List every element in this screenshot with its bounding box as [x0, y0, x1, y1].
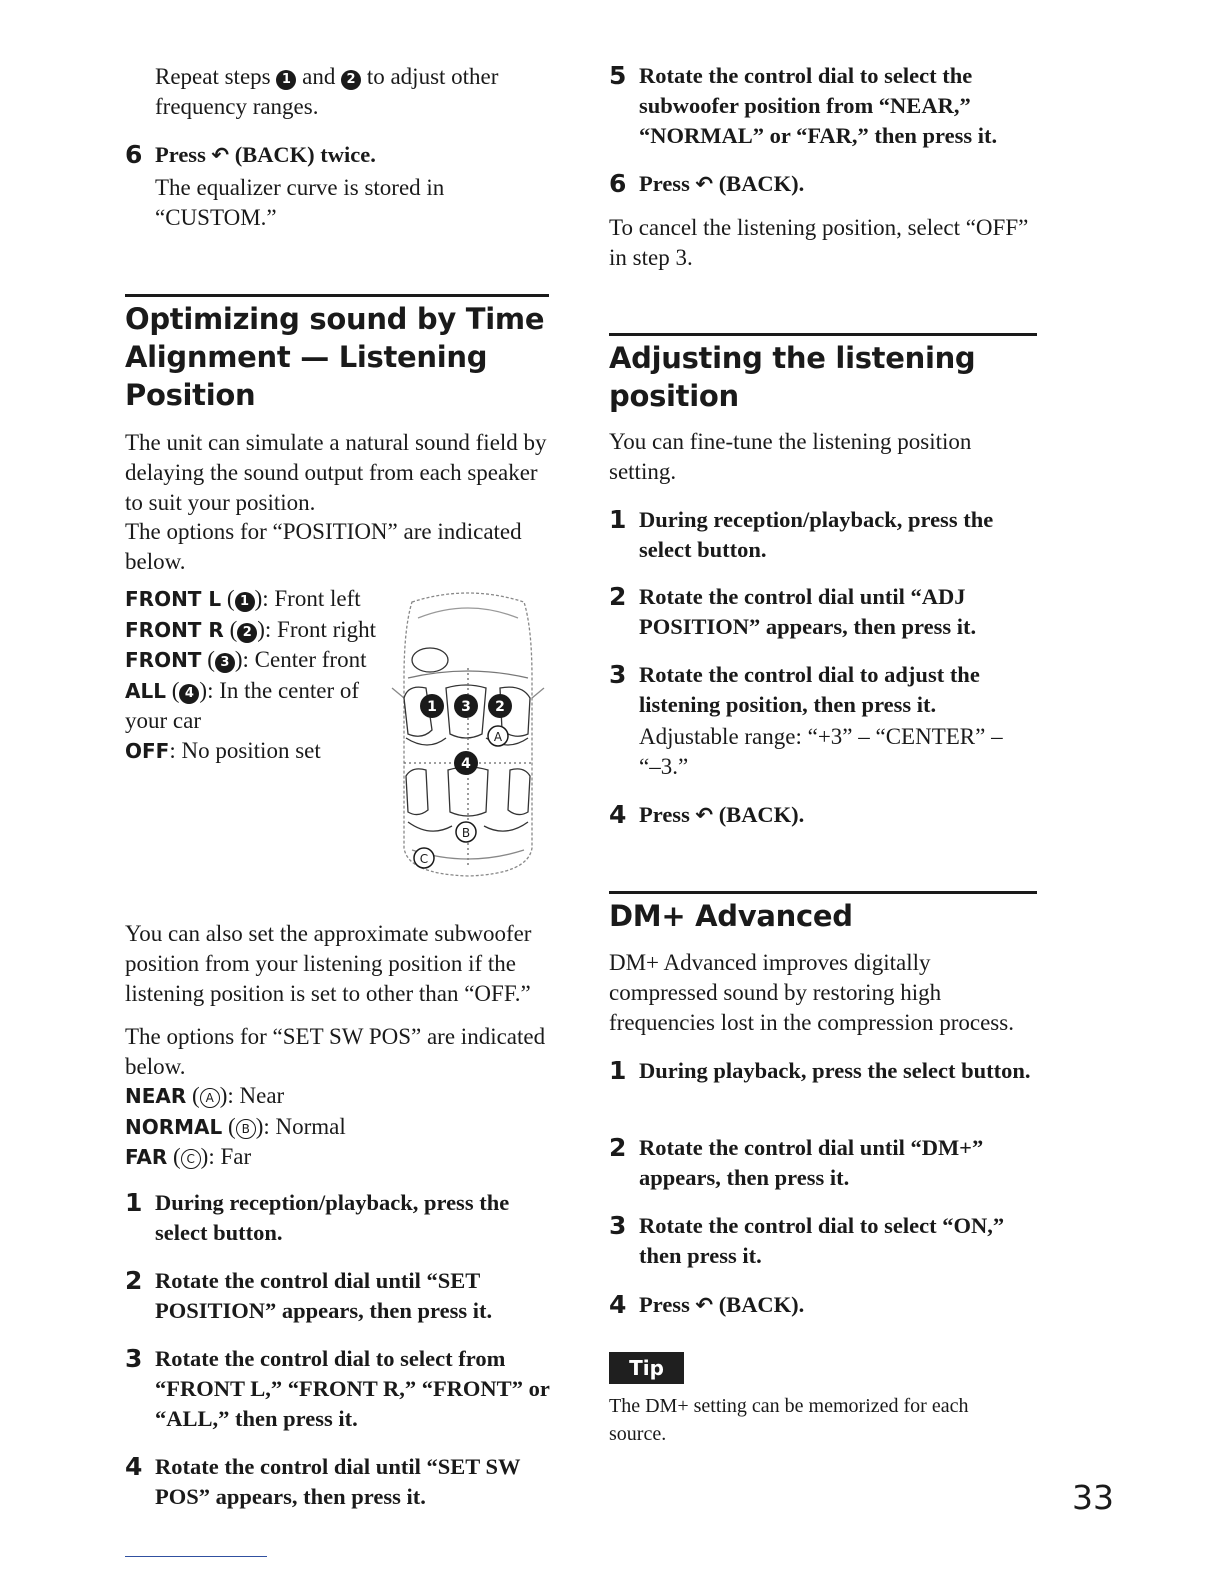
position-marker-1 [420, 694, 444, 718]
step-number: 6 [125, 140, 143, 169]
sw-step-6: 6 Press ↶ (BACK). [609, 169, 805, 198]
footnote-rule [125, 1556, 267, 1557]
dm-step-2: 2 Rotate the control dial until “DM+” appears, then press it. [609, 1133, 984, 1190]
sw-options-list [125, 1081, 346, 1173]
dm-step-1: 1 During playback, press the select button. [609, 1056, 1031, 1085]
option-front-left: FRONT L ( 1 ): Front left [125, 586, 361, 611]
svg-text:1: 1 [427, 699, 437, 715]
time-alignment-intro: The unit can simulate a natural sound field by delaying the sound output from each speaker to suit your position. [125, 430, 547, 515]
sw-options-intro: The options for “SET SW POS” are indicated below. [125, 1024, 546, 1079]
position-step-2: 2 Rotate the control dial until “SET POSITION” appears, then press it. [125, 1266, 493, 1323]
svg-text:4: 4 [461, 756, 471, 772]
option-front: FRONT ( 3 ): Center front [125, 647, 367, 672]
repeat-text-a: Repeat steps [155, 64, 271, 89]
repeat-text-and: and [302, 64, 336, 89]
option-front-right: FRONT R ( 2 ): Front right [125, 616, 377, 642]
step-marker-2: 2 [341, 70, 361, 90]
step-label: (BACK) twice. [234, 142, 376, 167]
position-marker-4 [454, 751, 478, 775]
option-off: OFF: No position set [125, 737, 321, 763]
svg-text:3: 3 [461, 699, 471, 715]
subwoofer-intro: You can also set the approximate subwoofer position from your listening position if the listening position is set to other than “OFF.” [125, 921, 532, 1006]
step-description: The equalizer curve is stored in “CUSTOM.” [155, 175, 445, 230]
svg-text:C: C [419, 852, 429, 866]
dm-step-3: 3 Rotate the control dial to select “ON,” then press it. [609, 1211, 1005, 1268]
position-marker-3 [454, 694, 478, 718]
section-rule [609, 333, 1037, 336]
position-step-1: 1 During reception/playback, press the select button. [125, 1188, 510, 1245]
position-step-4: 4 Rotate the control dial until “SET SW POS” appears, then press it. [125, 1452, 521, 1509]
section-rule [609, 891, 1037, 894]
step-press-word: Press [155, 142, 206, 167]
adjust-intro: You can fine-tune the listening position setting. [609, 429, 972, 484]
car-listening-position-diagram [382, 588, 554, 880]
dm-intro: DM+ Advanced improves digitally compressed sound by restoring high frequencies lost in the compression process. [609, 950, 1014, 1035]
section-rule [125, 294, 549, 297]
svg-text:B: B [461, 826, 471, 840]
sw-option-far: FAR ( C ): Far [125, 1144, 252, 1169]
position-marker-2 [488, 694, 512, 718]
adjust-step-3: 3 Rotate the control dial to adjust the listening position, then press it. Adjustable range: “+3” – “CENTER” – “–3.” [609, 660, 1003, 779]
back-icon: ↶ [695, 1293, 714, 1317]
sw-option-near: NEAR ( A ): Near [125, 1083, 285, 1108]
eq-step-6 [125, 140, 553, 233]
tip-label: Tip [609, 1352, 684, 1384]
subwoofer-marker-a [488, 726, 508, 746]
svg-text:2: 2 [495, 699, 505, 715]
position-options-list [125, 584, 376, 766]
option-all-continued: your car [125, 708, 201, 733]
subwoofer-marker-b [456, 822, 476, 842]
repeat-text-b: to adjust other frequency ranges. [155, 64, 499, 119]
subwoofer-marker-c [414, 848, 434, 868]
dm-step-4: 4 Press ↶ (BACK). [609, 1290, 805, 1319]
back-icon: ↶ [211, 143, 230, 167]
sw-step-5: 5 Rotate the control dial to select the subwoofer position from “NEAR,” “NORMAL” or “FAR,” then press it. [609, 61, 998, 148]
sw-option-normal: NORMAL ( B ): Normal [125, 1113, 346, 1139]
adjust-step-2: 2 Rotate the control dial until “ADJ POSITION” appears, then press it. [609, 582, 977, 639]
adjust-position-heading: Adjusting the listening position [609, 341, 976, 413]
position-step-3: 3 Rotate the control dial to select from “FRONT L,” “FRONT R,” “FRONT” or “ALL,” then press it. [125, 1344, 550, 1431]
option-all: ALL ( 4 ): In the center of [125, 677, 360, 703]
cancel-note: To cancel the listening position, select “OFF” in step 3. [609, 215, 1029, 270]
back-icon: ↶ [695, 172, 714, 196]
time-alignment-heading: Optimizing sound by Time Alignment — Listening Position [125, 302, 545, 412]
svg-text:A: A [493, 730, 503, 744]
back-icon: ↶ [695, 803, 714, 827]
step-marker-1: 1 [276, 70, 296, 90]
position-options-intro: The options for “POSITION” are indicated below. [125, 519, 522, 574]
adjust-step-4: 4 Press ↶ (BACK). [609, 800, 805, 829]
page-number: 33 [1072, 1478, 1114, 1517]
tip-text: The DM+ setting can be memorized for each source. [609, 1395, 969, 1445]
repeat-steps-note [155, 62, 555, 122]
dm-advanced-heading: DM+ Advanced [609, 899, 853, 933]
adjust-step-1: 1 During reception/playback, press the select button. [609, 505, 994, 562]
